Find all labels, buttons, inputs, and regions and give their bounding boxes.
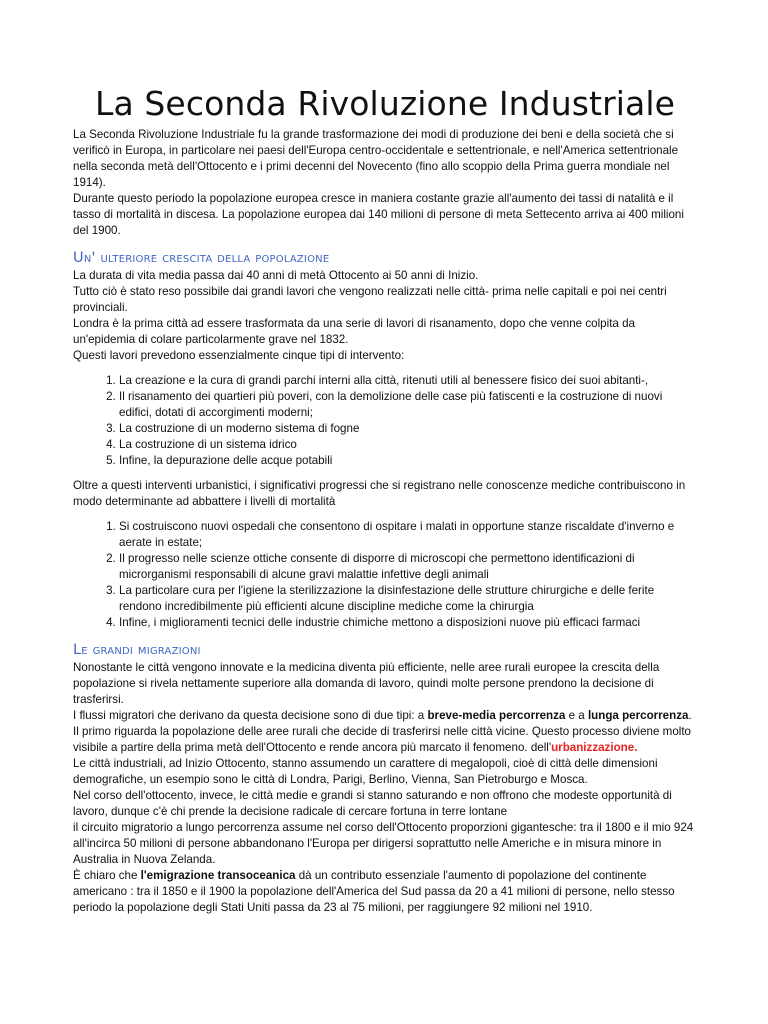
text-run: I flussi migratori che derivano da questa decisione sono di due tipi: a [73,709,428,722]
list-item: 1. La creazione e la cura di grandi parchi interni alla città, ritenuti utili al benessere fisico dei suoi abitanti-, [119,373,697,389]
section1-paragraph-2: Tutto ciò è stato reso possibile dai grandi lavori che vengono realizzati nelle città- prima nelle capitali e poi nei centri provinciali. [73,285,667,314]
document-page [73,84,697,916]
intro-paragraph-2: Durante questo periodo la popolazione europea cresce in maniera costante grazie all'aumento dei tassi di natalità e il tasso di mortalità in discesa. La popolazione europea dai 140 milioni di persone di meta Settecento arriva ai 400 milioni del 1900. [73,192,684,237]
section2-paragraph-1: Nonostante le città vengono innovate e la medicina diventa più efficiente, nelle aree rurali europee la crescita della popolazione si rivela nettamente superiore alla domanda di lavoro, quindi molte persone prendono la decisione di trasferirsi. [73,661,660,706]
list-item: 3. La costruzione di un moderno sistema di fogne [119,421,697,437]
section-heading-popolazione: Un' ulteriore crescita della popolazione [73,250,330,266]
bold-term-lunga: lunga percorrenza [587,709,689,722]
section-heading-migrazioni: Le grandi migrazioni [73,642,201,658]
document-title: La Seconda Rivoluzione Industriale [94,84,675,123]
section2-paragraph-3 [73,724,697,756]
list-item: 2. Il progresso nelle scienze ottiche consente di disporre di microscopi che permettono identificazioni di microrganismi responsabili di alcune gravi malattie infettive degli animali [119,551,697,583]
text-run: dà un contributo essenziale l'aumento di popolazione del continente americano : tra il 1850 e il 1900 la popolazione dell'America del Sud passa da 20 a 41 milioni di persone, nello stesso periodo la popolazione degli Stati Uniti passa da 23 al 75 milioni, per raggiungere 92 milioni nel 1910. [73,869,675,914]
section2-paragraph-2 [73,708,697,724]
section2-paragraph-7 [73,868,697,916]
section1-paragraph-1: La durata di vita media passa dai 40 anni di metà Ottocento ai 50 anni di Inizio. [73,269,479,282]
text-run: . [688,709,692,722]
highlight-urbanizzazione: urbanizzazione. [551,741,638,754]
section1-paragraph-4: Questi lavori prevedono essenzialmente cinque tipi di intervento: [73,349,405,362]
list-item: 2. Il risanamento dei quartieri più poveri, con la demolizione delle case più fatiscenti e la costruzione di nuovi edifici, dotati di accorgimenti moderni; [119,389,697,421]
section1-paragraph-3: Londra è la prima città ad essere trasformata da una serie di lavori di risanamento, dopo che venne colpita da un'epidemia di colare particolarmente grave nel 1832. [73,317,635,346]
section2-paragraph-4: Le città industriali, ad Inizio Ottocento, stanno assumendo un carattere di megalopoli, cioè di città delle dimensioni demografiche, un esempio sono le città di Londra, Parigi, Berlino, Vienna, San Pietroburgo e Mosca. [73,757,658,786]
intro-paragraph-1: La Seconda Rivoluzione Industriale fu la grande trasformazione dei modi di produzione dei beni e della società che si verificò in Europa, in particolare nei paesi dell'Europa centro-occidentale e settentrionale, e nell'America settentrionale nella seconda metà dell'Ottocento e i primi decenni del Novecento (fino allo scoppio della Prima guerra mondiale nel 1914). [73,128,679,189]
text-run: e a [565,709,588,722]
section2-paragraph-6: il circuito migratorio a lungo percorrenza assume nel corso dell'Ottocento proporzioni gigantesche: tra il 1800 e il mio 924 all'incirca 50 milioni di persone abbandonano l'Europa per dirigersi soprattutto nelle Americhe e in misura minore in Australia in Nuova Zelanda. [73,821,694,866]
interventi-list [73,373,697,469]
text-run: Il primo riguarda la popolazione delle aree rurali che decide di trasferirsi nelle città vicine. Questo processo diviene molto visibile a partire della prima metà dell'Ottocento e rende ancora più marcato il fenomeno. dell' [73,725,692,754]
bold-term-emigrazione: l'emigrazione transoceanica [140,869,296,882]
list-item: 5. Infine, la depurazione delle acque potabili [119,453,697,469]
list-item: 4. Infine, i miglioramenti tecnici delle industrie chimiche mettono a disposizioni nuove più efficaci farmaci [119,615,697,631]
list-item: 3. La particolare cura per l'igiene la sterilizzazione la disinfestazione delle strutture chirurgiche e delle ferite rendono incredibilmente più efficienti alcune discipline mediche come la chirurgia [119,583,697,615]
section1-paragraph-5: Oltre a questi interventi urbanistici, i significativi progressi che si registrano nelle conoscenze mediche contribuiscono in modo determinante ad abbattere i livelli di mortalità [73,479,686,508]
bold-term-breve: breve-media percorrenza [427,709,566,722]
section2-paragraph-5: Nel corso dell'ottocento, invece, le città medie e grandi si stanno saturando e non offrono che modeste opportunità di lavoro, dunque c'è chi prende la decisione radicale di cercare fortuna in terre lontane [73,789,672,818]
list-item: 1. Si costruiscono nuovi ospedali che consentono di ospitare i malati in opportune stanze riscaldate d'inverno e aerate in estate; [119,519,697,551]
list-item: 4. La costruzione di un sistema idrico [119,437,697,453]
text-run: È chiaro che [73,869,141,882]
progressi-list [73,519,697,631]
